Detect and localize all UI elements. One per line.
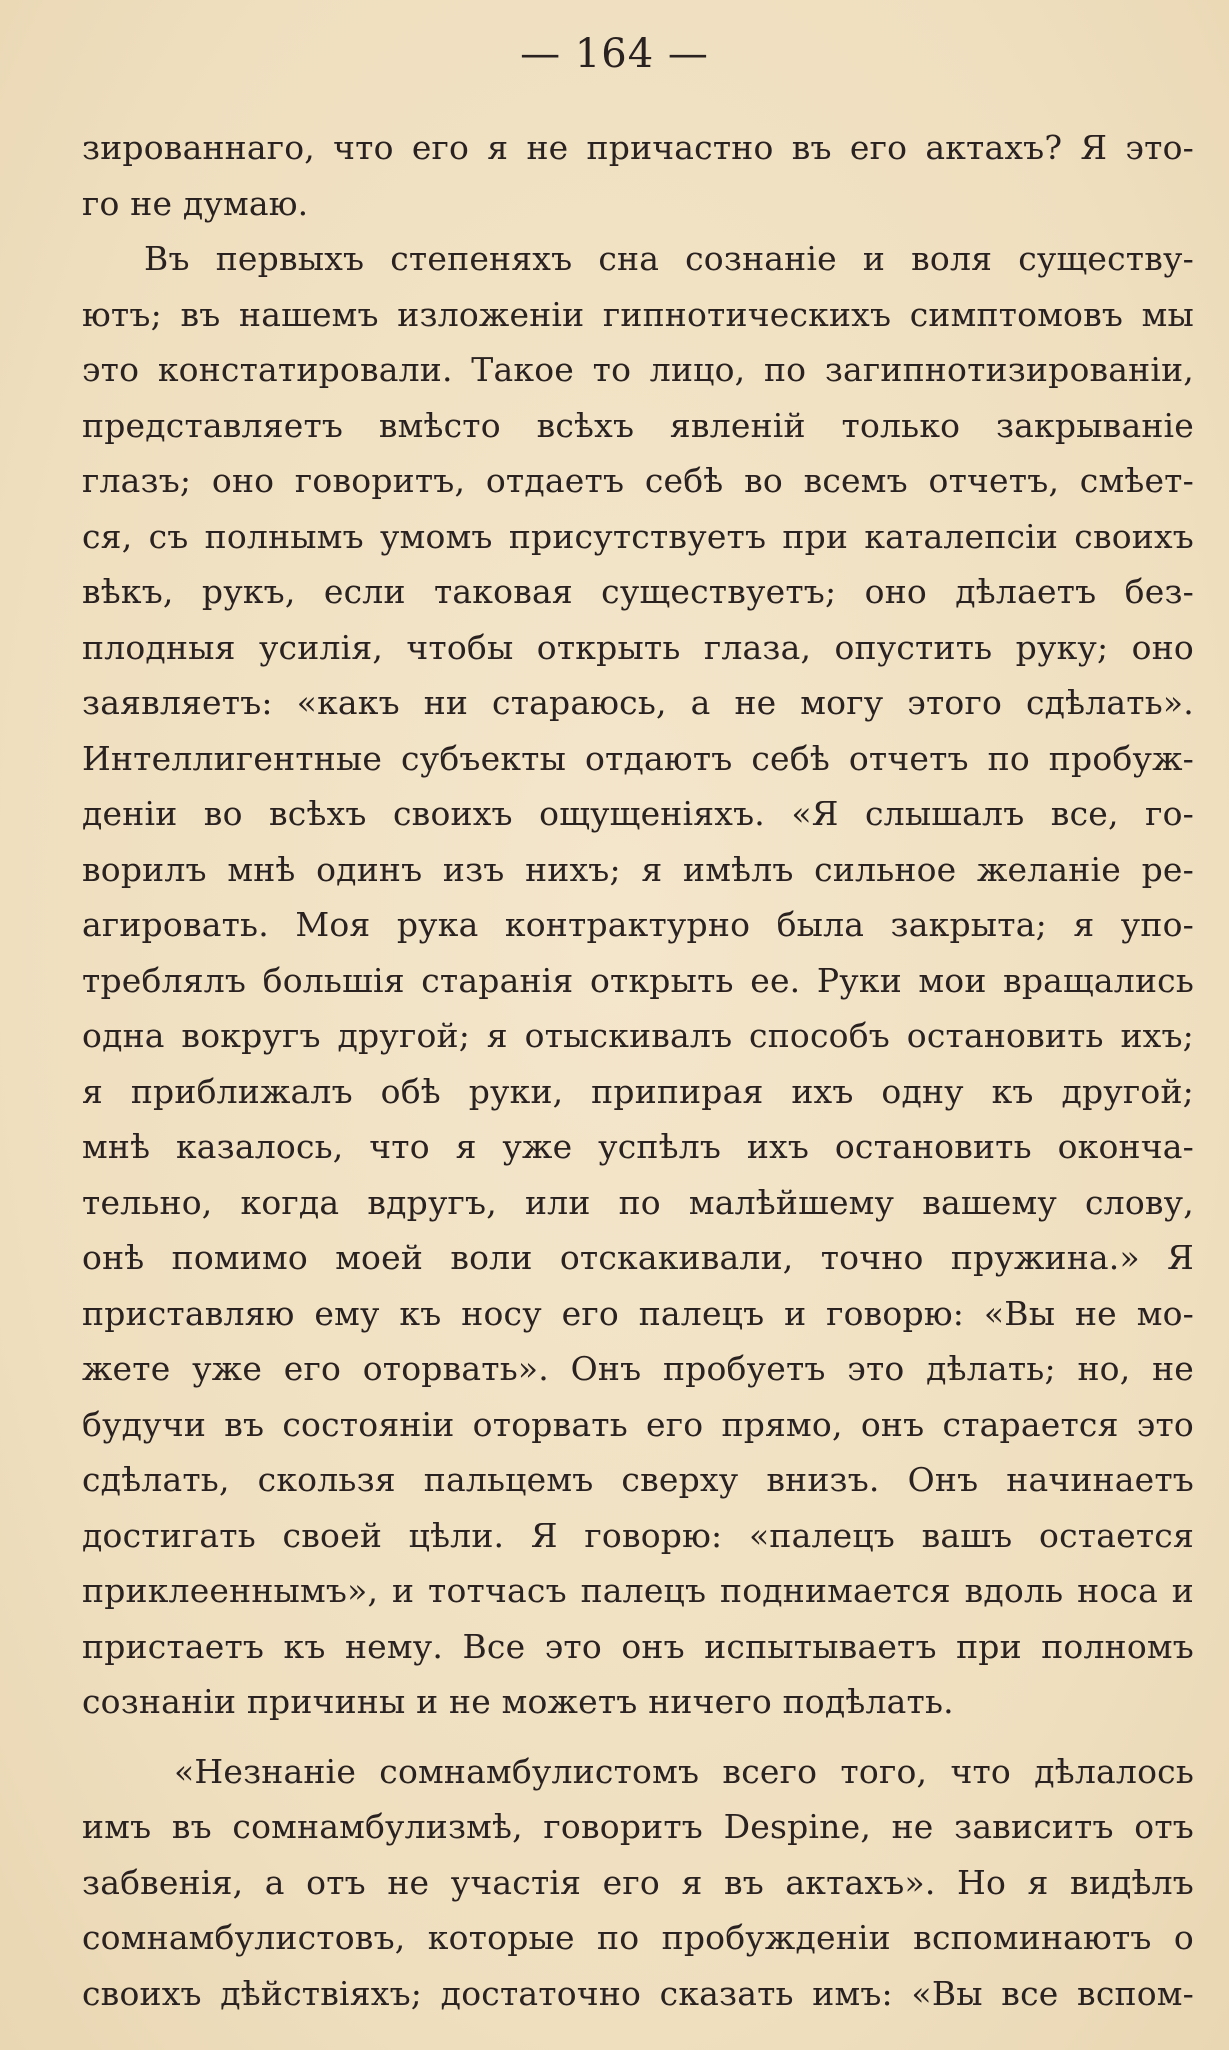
text-line: тельно, когда вдругъ, или по малѣйшему вашему слову, (82, 1182, 1194, 1222)
text-line: деніи во всѣхъ своихъ ощущеніяхъ. «Я слышалъ все, го- (82, 794, 1194, 833)
text-line: это констатировали. Такое то лицо, по загипнотизированіи, (82, 350, 1194, 389)
text-line: Интеллигентные субъекты отдаютъ себѣ отчетъ по пробуж- (82, 738, 1194, 778)
text-line: плодныя усилія, чтобы открыть глаза, опустить руку; оно (82, 627, 1194, 667)
text-line: «Незнаніе сомнамбулистомъ всего того, что дѣлалось (174, 1751, 1194, 1791)
body-text (82, 120, 1194, 2021)
text-line: достигать своей цѣли. Я говорю: «палецъ вашъ остается (82, 1515, 1194, 1555)
text-line: вѣкъ, рукъ, если таковая существуетъ; оно дѣлаетъ без- (82, 572, 1194, 611)
text-line: агировать. Моя рука контрактурно была закрыта; я упо- (82, 905, 1194, 944)
text-line: ютъ; въ нашемъ изложеніи гипнотическихъ симптомовъ мы (82, 294, 1194, 334)
text-line: представляетъ вмѣсто всѣхъ явленій только закрываніе (82, 405, 1194, 445)
text-line: глазъ; оно говоритъ, отдаетъ себѣ во всемъ отчетъ, смѣет- (82, 461, 1194, 500)
text-line: сдѣлать, скользя пальцемъ сверху внизъ. Онъ начинаетъ (82, 1460, 1194, 1499)
text-line: го не думаю. (82, 183, 309, 223)
text-line: сомнамбулистовъ, которые по пробужденіи вспоминаютъ о (82, 1918, 1194, 1957)
text-line: своихъ дѣйствіяхъ; достаточно сказать имъ: «Вы все вспом- (82, 1973, 1194, 2013)
text-line: будучи въ состояніи оторвать его прямо, онъ старается это (82, 1404, 1194, 1444)
text-line: имъ въ сомнамбулизмѣ, говоритъ Despine, не зависитъ отъ (82, 1807, 1194, 1846)
text-line: онѣ помимо моей воли отскакивали, точно пружина.» Я (82, 1238, 1194, 1277)
text-line: пристаетъ къ нему. Все это онъ испытываетъ при полномъ (82, 1626, 1194, 1666)
text-line: жете уже его оторвать». Онъ пробуетъ это дѣлать; но, не (82, 1349, 1194, 1388)
text-line: одна вокругъ другой; я отыскивалъ способъ остановить ихъ; (82, 1016, 1194, 1055)
text-line: Въ первыхъ степеняхъ сна сознаніе и воля существу- (144, 239, 1194, 278)
text-line: сознаніи причины и не можетъ ничего подѣлать. (82, 1682, 954, 1721)
text-line: мнѣ казалось, что я уже успѣлъ ихъ остановить оконча- (82, 1127, 1194, 1166)
text-line: приклееннымъ», и тотчасъ палецъ поднимается вдоль носа и (82, 1571, 1194, 1610)
text-line: я приближалъ обѣ руки, припирая ихъ одну къ другой; (82, 1071, 1194, 1111)
text-line: треблялъ большія старанія открыть ее. Руки мои вращались (82, 960, 1194, 1000)
text-line: приставляю ему къ носу его палецъ и говорю: «Вы не мо- (82, 1293, 1194, 1333)
page-number: — 164 — (520, 31, 709, 77)
text-line: заявляетъ: «какъ ни стараюсь, а не могу этого сдѣлать». (82, 683, 1194, 722)
text-line: ворилъ мнѣ одинъ изъ нихъ; я имѣлъ сильное желаніе ре- (82, 849, 1194, 889)
text-line: зированнаго, что его я не причастно въ его актахъ? Я это- (82, 128, 1194, 167)
text-line: забвенія, а отъ не участія его я въ актахъ». Но я видѣлъ (82, 1862, 1194, 1902)
text-line: ся, съ полнымъ умомъ присутствуетъ при каталепсіи своихъ (82, 516, 1194, 556)
